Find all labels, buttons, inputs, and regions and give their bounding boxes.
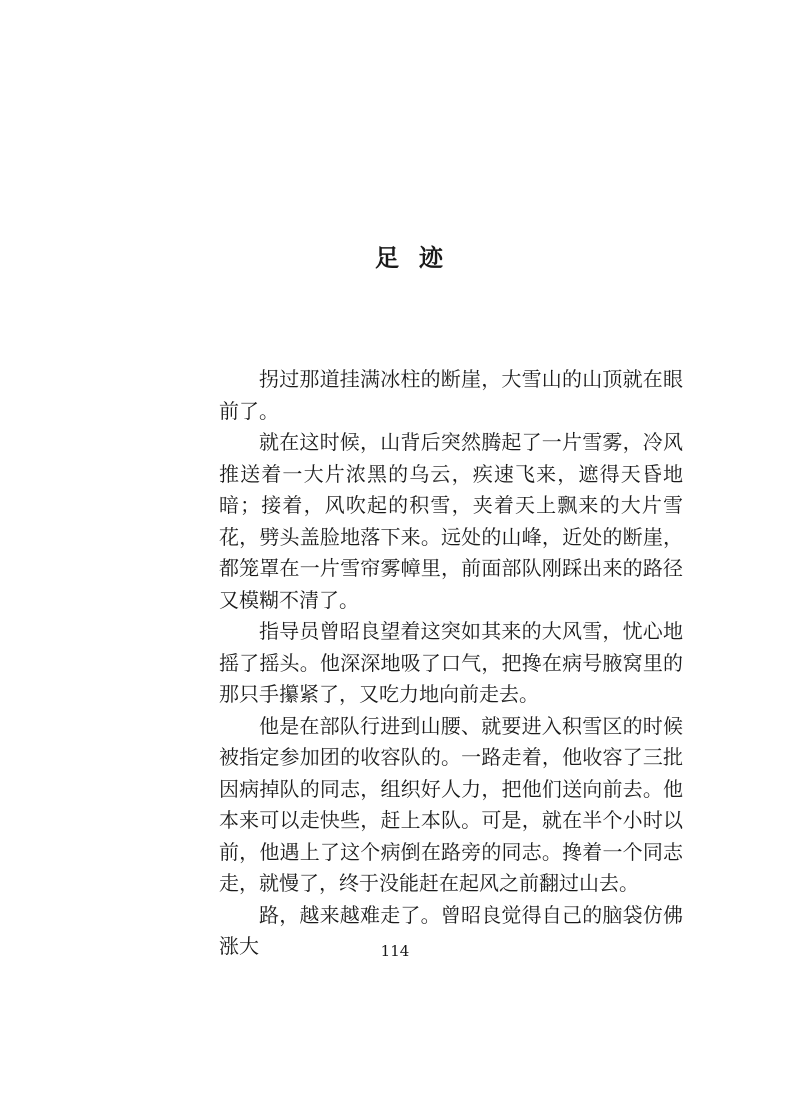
page-number: 114 bbox=[380, 942, 410, 960]
paragraph: 就在这时候，山背后突然腾起了一片雪雾，冷风推送着一大片浓黑的乌云，疾速飞来，遮得天昏地暗；接着，风吹起的积雪，夹着天上飘来的大片雪花，劈头盖脸地落下来。远处的山峰，近处的断崖，都笼罩在一片雪帘雾幛里，前面部队刚踩出来的路径又模糊不清了。 bbox=[219, 430, 683, 612]
chapter-title: 足迹 bbox=[375, 243, 463, 272]
paragraph: 拐过那道挂满冰柱的断崖，大雪山的山顶就在眼前了。 bbox=[219, 367, 683, 423]
paragraph: 指导员曾昭良望着这突如其来的大风雪，忧心地摇了摇头。他深深地吸了口气，把搀在病号腋窝里的那只手攥紧了，又吃力地向前走去。 bbox=[219, 619, 683, 706]
paragraph: 路，越来越难走了。曾昭良觉得自己的脑袋仿佛涨大 bbox=[219, 902, 683, 958]
chapter-body bbox=[219, 364, 683, 963]
paragraph: 他是在部队行进到山腰、就要进入积雪区的时候被指定参加团的收容队的。一路走着，他收容了三批因病掉队的同志，组织好人力，把他们送向前去。他本来可以走快些，赶上本队。可是，就在半个小时以前，他遇上了这个病倒在路旁的同志。搀着一个同志走，就慢了，终于没能赶在起风之前翻过山去。 bbox=[219, 713, 683, 895]
